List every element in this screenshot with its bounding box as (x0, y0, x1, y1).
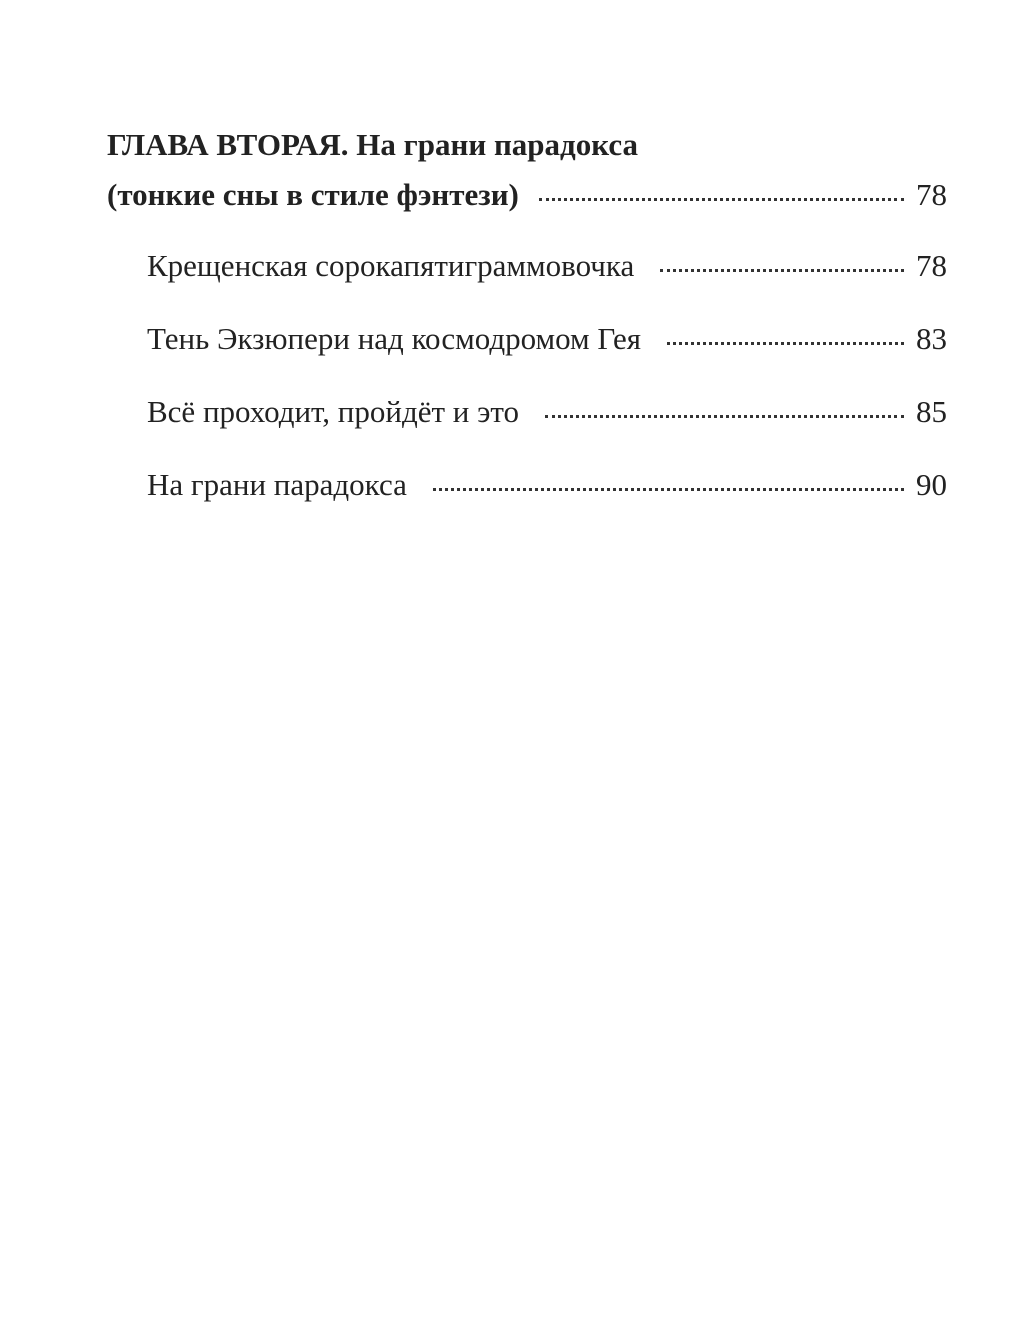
toc-entry (147, 244, 947, 317)
toc-entries (147, 244, 947, 536)
toc-entry-page: 78 (916, 248, 947, 283)
toc-entry-page: 90 (916, 467, 947, 502)
dot-leader (539, 198, 904, 201)
dot-leader (667, 342, 904, 345)
toc-entry (147, 390, 947, 463)
chapter-heading (107, 120, 947, 220)
toc-entry-title: Тень Экзюпери над космодромом Гея (147, 321, 641, 356)
dot-leader (433, 488, 904, 491)
toc-entry-page: 83 (916, 321, 947, 356)
chapter-title-line1: ГЛАВА ВТОРАЯ. На грани парадокса (107, 127, 638, 162)
toc-entry-title: Всё проходит, пройдёт и это (147, 394, 520, 429)
chapter-title-row (107, 170, 947, 220)
toc-entry (147, 463, 947, 536)
dot-leader (545, 415, 904, 418)
dot-leader (660, 269, 904, 272)
toc-entry-title: На грани парадокса (147, 467, 407, 502)
toc-entry-page: 85 (916, 394, 947, 429)
toc-entry-title: Крещенская сорокапятиграммовочка (147, 248, 635, 283)
toc-entry (147, 317, 947, 390)
chapter-title-line2: (тонкие сны в стиле фэнтези) (107, 177, 519, 212)
chapter-page-number: 78 (916, 177, 947, 212)
